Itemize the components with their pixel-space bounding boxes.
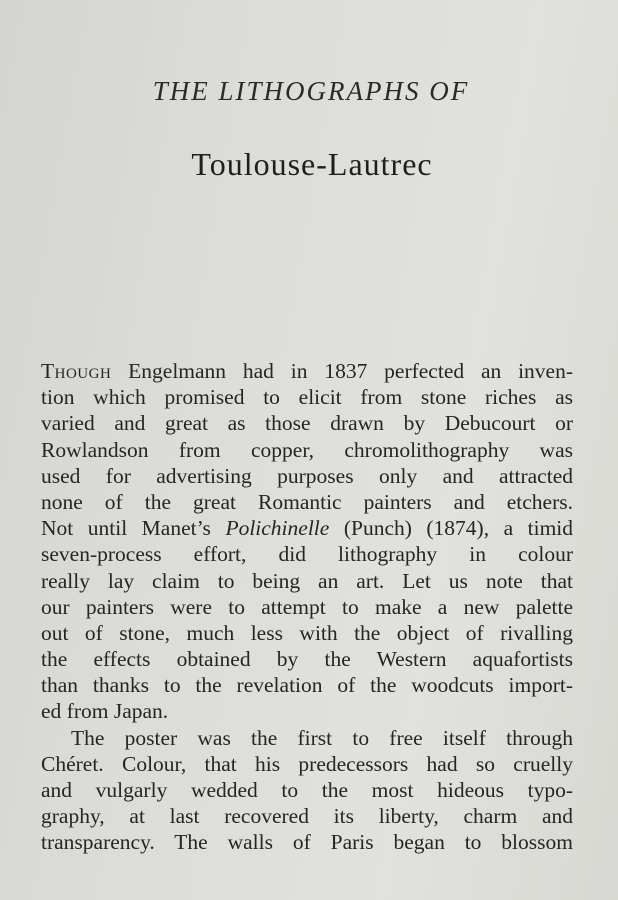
text-line: graphy, at last recovered its liberty, charm and [41,804,573,829]
text-line [41,358,573,384]
text-line: than thanks to the revelation of the woodcuts import- [41,673,573,698]
italic-title: Polichinelle [225,516,330,541]
text-line: used for advertising purposes only and attracted [41,463,573,488]
text-line: really lay claim to being an art. Let us note that [41,568,573,593]
text-segment: (Punch) (1874), a timid [329,516,574,541]
text-line: none of the great Romantic painters and etchers. [41,489,573,514]
text-line: Chéret. Colour, that his predecessors had so cruelly [41,751,573,776]
text-line: the effects obtained by the Western aquafortists [41,647,573,672]
chapter-title: Toulouse-Lautrec [191,146,433,182]
text-line: our painters were to attempt to make a new palette [41,594,573,619]
text-line: The poster was the first to free itself through [71,725,573,750]
body-text [41,358,573,856]
text-line: seven-process effort, did lithography in colour [41,542,573,567]
text-segment: Engelmann had in 1837 perfected an inven- [128,359,573,383]
text-line: tion which promised to elicit from stone riches as [41,385,573,410]
text-line: out of stone, much less with the object of rivalling [41,620,573,645]
text-line: Rowlandson from copper, chromolithography was [41,437,573,462]
running-title: THE LITHOGRAPHS OF [152,76,470,106]
text-segment: Not until Manet’s [41,516,226,541]
text-line: transparency. The walls of Paris began to blossom [41,830,573,855]
opening-small-caps: Though [41,359,112,383]
text-line: varied and great as those drawn by Debucourt or [41,411,573,436]
text-line: ed from Japan. [41,699,169,724]
text-line [41,515,573,541]
text-line: and vulgarly wedded to the most hideous typo- [41,778,573,802]
